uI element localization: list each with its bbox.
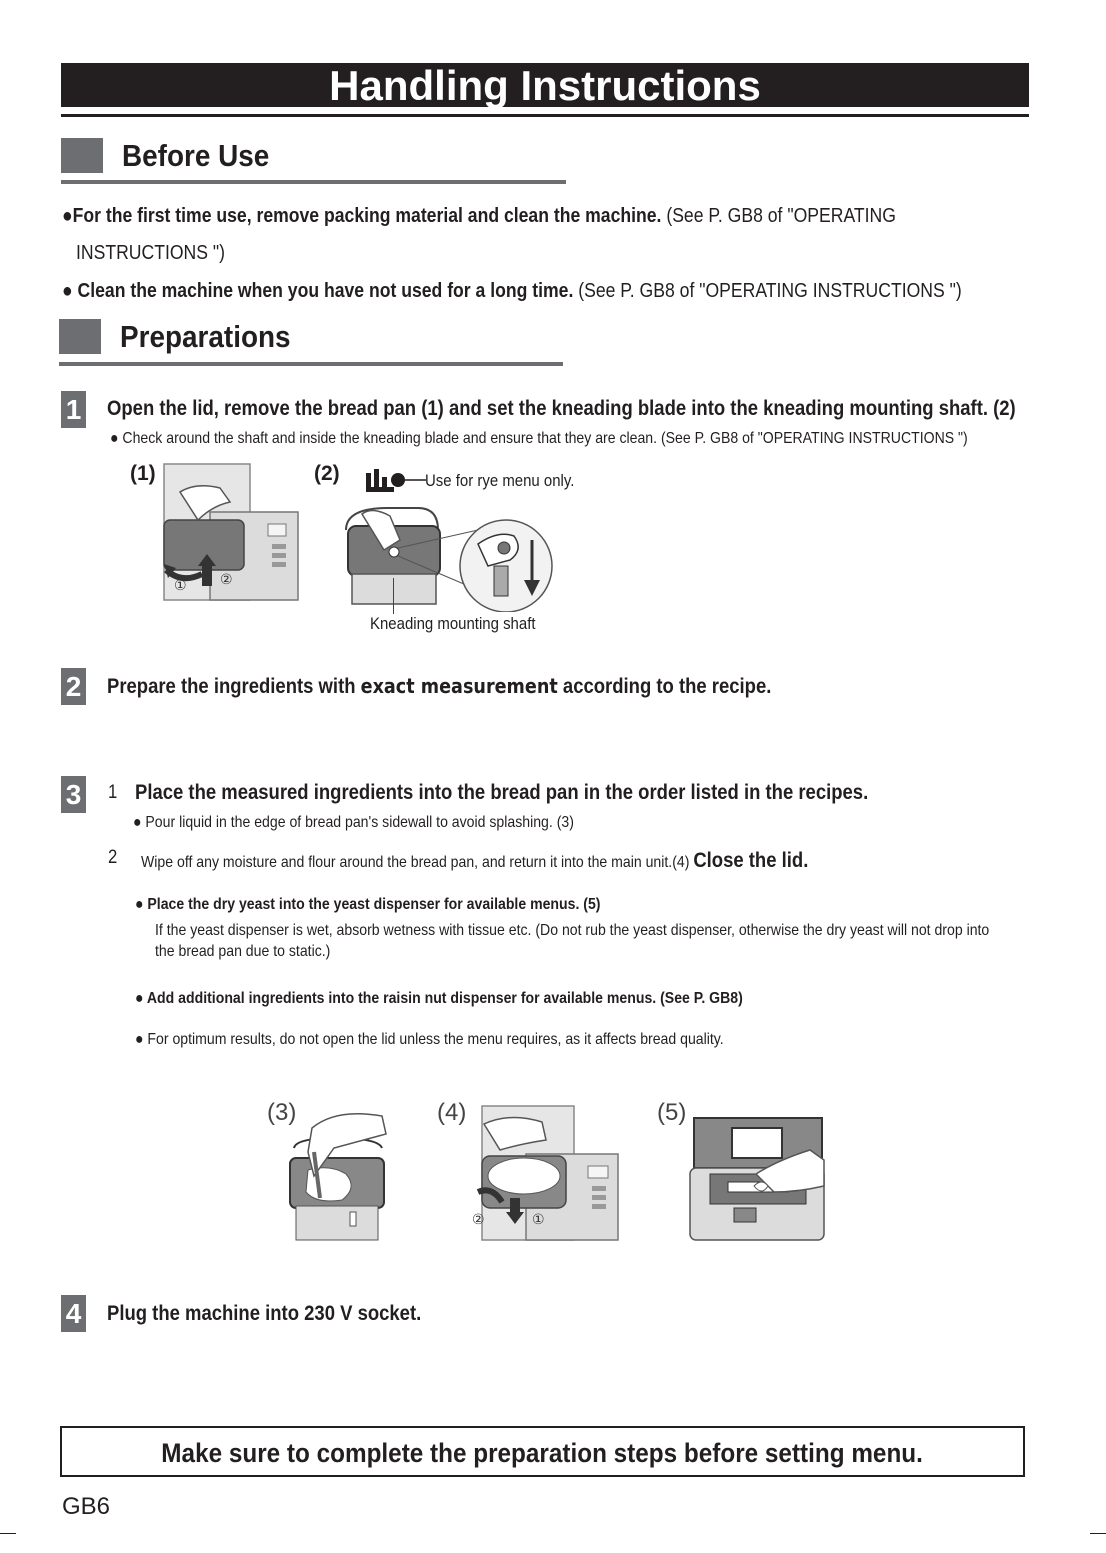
page-title: Handling Instructions [61, 63, 1029, 107]
step-3-sub-1-note: ● Pour liquid in the edge of bread pan's sidewall to avoid splashing. (3) [133, 814, 574, 831]
title-divider [61, 114, 1029, 117]
figure-2-label: (2) [314, 462, 340, 485]
step-3-sub-2-text: Wipe off any moisture and flour around the bread pan, and return it into the main unit.(4) Close the lid. [141, 849, 809, 872]
section-divider [61, 180, 566, 184]
before-use-bullet-1-cont: INSTRUCTIONS ") [76, 242, 226, 264]
pour-liquid-illustration [286, 1108, 390, 1242]
section-marker [59, 319, 101, 354]
optimum-results-note: ● For optimum results, do not open the lid unless the menu requires, as it affects bread quality. [135, 1031, 724, 1048]
yeast-dispenser-illustration [688, 1116, 826, 1242]
step-1-text: Open the lid, remove the bread pan (1) and set the kneading blade into the kneading mounting shaft. (2) [107, 397, 1016, 420]
step-1-number: 1 [61, 391, 86, 428]
preparation-reminder-box: Make sure to complete the preparation steps before setting menu. [60, 1426, 1025, 1477]
return-pan-illustration [470, 1104, 620, 1242]
shaft-leader-line [393, 578, 394, 614]
raisin-dispenser-note: ● Add additional ingredients into the raisin nut dispenser for available menus. (See P. GB8) [135, 990, 743, 1007]
before-use-bullet-2: ● Clean the machine when you have not used for a long time. (See P. GB8 of "OPERATING INSTRUCTIONS ") [62, 280, 962, 302]
step-3-sub-2-number: 2 [108, 847, 118, 868]
step-2-number: 2 [61, 668, 86, 705]
bread-pan-shaft-illustration [338, 500, 558, 612]
section-divider [59, 362, 563, 366]
figure-1-label: (1) [130, 462, 156, 485]
circle-2-marker: ② [220, 572, 233, 588]
step-3-sub-1-text: Place the measured ingredients into the bread pan in the order listed in the recipes. [135, 781, 869, 804]
yeast-dispenser-note: ● Place the dry yeast into the yeast dispenser for available menus. (5) [135, 896, 601, 913]
circle-2-marker: ② [472, 1212, 485, 1228]
yeast-wet-note-line-1: If the yeast dispenser is wet, absorb wetness with tissue etc. (Do not rub the yeast dispenser, otherwise the dry yeast will not drop into [155, 922, 990, 939]
step-2-text: Prepare the ingredients with exact measurement according to the recipe. [107, 674, 772, 698]
figure-4-label: (4) [437, 1099, 467, 1126]
kneading-shaft-label: Kneading mounting shaft [370, 614, 536, 633]
preparations-heading: Preparations [120, 319, 291, 354]
kneading-blade-icon [362, 467, 426, 495]
step-1-note: ● Check around the shaft and inside the kneading blade and ensure that they are clean. (See P. GB8 of "OPERATING INSTRUCTIONS ") [110, 430, 968, 447]
yeast-wet-note-line-2: the bread pan due to static.) [155, 943, 331, 960]
step-3-number: 3 [61, 776, 86, 813]
before-use-heading: Before Use [122, 138, 270, 173]
crop-mark [0, 1533, 16, 1534]
page-number: GB6 [62, 1493, 111, 1520]
section-marker [61, 138, 103, 173]
step-4-number: 4 [61, 1295, 86, 1332]
circle-1-marker: ① [532, 1212, 545, 1228]
crop-mark [1090, 1533, 1106, 1534]
figure-3-label: (3) [267, 1099, 297, 1126]
step-4-text: Plug the machine into 230 V socket. [107, 1302, 422, 1325]
figure-5-label: (5) [657, 1099, 687, 1126]
step-3-sub-1-number: 1 [108, 782, 118, 803]
bread-maker-illustration-1 [150, 462, 300, 602]
circle-1-marker: ① [174, 578, 187, 594]
rye-menu-note: Use for rye menu only. [425, 471, 575, 490]
before-use-bullet-1: ●For the first time use, remove packing material and clean the machine. (See P. GB8 of "OPERATING [62, 205, 896, 227]
